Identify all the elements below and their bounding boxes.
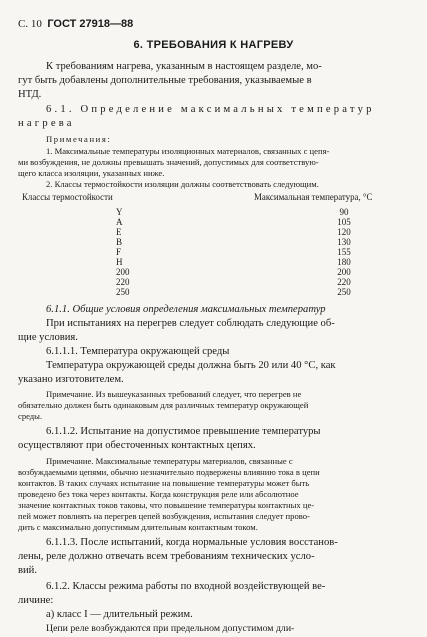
intro-line-1: К требованиям нагрева, указанным в настоящем разделе, мо- [46, 61, 322, 72]
note-ambient-line-1: Примечание. Из вышеуказанных требований следует, что перегрев не [46, 389, 302, 399]
subsection-6-1-1-1-line-2: указано изготовителем. [18, 374, 124, 385]
standard-code: ГОСТ 27918—88 [47, 18, 134, 30]
table-header-class: Классы термостойкости [22, 192, 113, 202]
table-row: 200 200 [116, 267, 351, 277]
table-header-temperature: Максимальная температура, °С [254, 192, 373, 202]
note-2-line: 2. Классы термостойкости изоляции должны соответствовать следующим. [46, 179, 319, 189]
subsection-6-1-1-1-line-1: Температура окружающей среды должна быть 20 или 40 °С, как [46, 360, 336, 371]
table-row: B 130 [116, 237, 351, 247]
subsection-6-1-1-2-line-1: 6.1.1.2. Испытание на допустимое превышение температуры [46, 426, 321, 437]
subsection-6-1-1-line-1: При испытаниях на перегрев следует соблюдать следующие об- [46, 318, 335, 329]
intro-line-3: НТД. [18, 89, 42, 100]
subsection-6-1-line-2: нагрева [18, 118, 75, 129]
item-a-text-line-1: Цепи реле возбуждаются при предельном допустимом дли- [46, 623, 295, 634]
note-1-line-2: ми возбуждения, не должны превышать значений, допустимых для соответствую- [18, 157, 319, 167]
subsection-6-1-1-3-line-3: вий. [18, 565, 37, 576]
subsection-6-1-2-line-1: 6.1.2. Классы режима работы по входной воздействующей ве- [46, 581, 326, 592]
subsection-6-1-1-1-heading: 6.1.1.1. Температура окружающей среды [46, 346, 230, 357]
subsection-6-1-1-2-line-2: осуществляют при обесточенных контактных цепях. [18, 440, 256, 451]
subsection-6-1-2-line-2: личине: [18, 595, 54, 606]
intro-line-2: гут быть добавлены дополнительные требования, указываемые в [18, 75, 312, 86]
subsection-6-1-1-3-line-2: лены, реле должно отвечать всем требованиям технических усло- [18, 551, 315, 562]
note-contacts-line-2: возбуждаемыми цепями, обычно незначительно подвержены влиянию тока в цепи [18, 467, 320, 477]
note-1-line-1: 1. Максимальные температуры изоляционных материалов, связанных с цепя- [46, 146, 330, 156]
note-contacts-line-5: значение контактных токов таковы, что повышение температуры контактных це- [18, 500, 315, 510]
table-row: Y 90 [116, 207, 349, 217]
page-header [18, 18, 133, 30]
notes-title: Примечания: [46, 134, 112, 144]
note-contacts-line-3: контактов. В таких случаях испытание на повышение температуры может быть [18, 478, 310, 488]
page-number: С. 10 [18, 18, 42, 30]
subsection-6-1-1-3-line-1: 6.1.1.3. После испытаний, когда нормальные условия восстанов- [46, 537, 338, 548]
note-1-line-3: щего класса изоляции, указанных ниже. [18, 168, 165, 178]
table-row: F 155 [116, 247, 351, 257]
note-contacts-line-4: проведено без тока через контакты. Когда конструкция реле или абсолютное [18, 489, 299, 499]
table-row: E 120 [116, 227, 351, 237]
subsection-6-1-1-heading: 6.1.1. Общие условия определения максимальных температур [46, 304, 326, 315]
section-title: 6. ТРЕБОВАНИЯ К НАГРЕВУ [133, 39, 294, 51]
note-contacts-line-6: пей может повлиять на перегрев цепей возбуждения, испытания следует прово- [18, 511, 310, 521]
table-row: 220 220 [116, 277, 351, 287]
note-contacts-line-7: дить с максимально допустимым длительным контактным током. [18, 522, 258, 532]
table-row: A 105 [116, 217, 351, 227]
table-row: 250 250 [116, 287, 351, 297]
subsection-6-1-line-1: 6.1. Определение максимальных температур [46, 104, 375, 115]
note-ambient-line-2: обязательно должен быть одинаковым для различных температур окружающей [18, 400, 309, 410]
item-a: а) класс I — длительный режим. [46, 609, 193, 620]
subsection-6-1-1-line-2: щие условия. [18, 332, 78, 343]
note-contacts-line-1: Примечание. Максимальные температуры материалов, связанные с [46, 456, 293, 466]
note-ambient-line-3: среды. [18, 411, 43, 421]
table-row: H 180 [116, 257, 351, 267]
